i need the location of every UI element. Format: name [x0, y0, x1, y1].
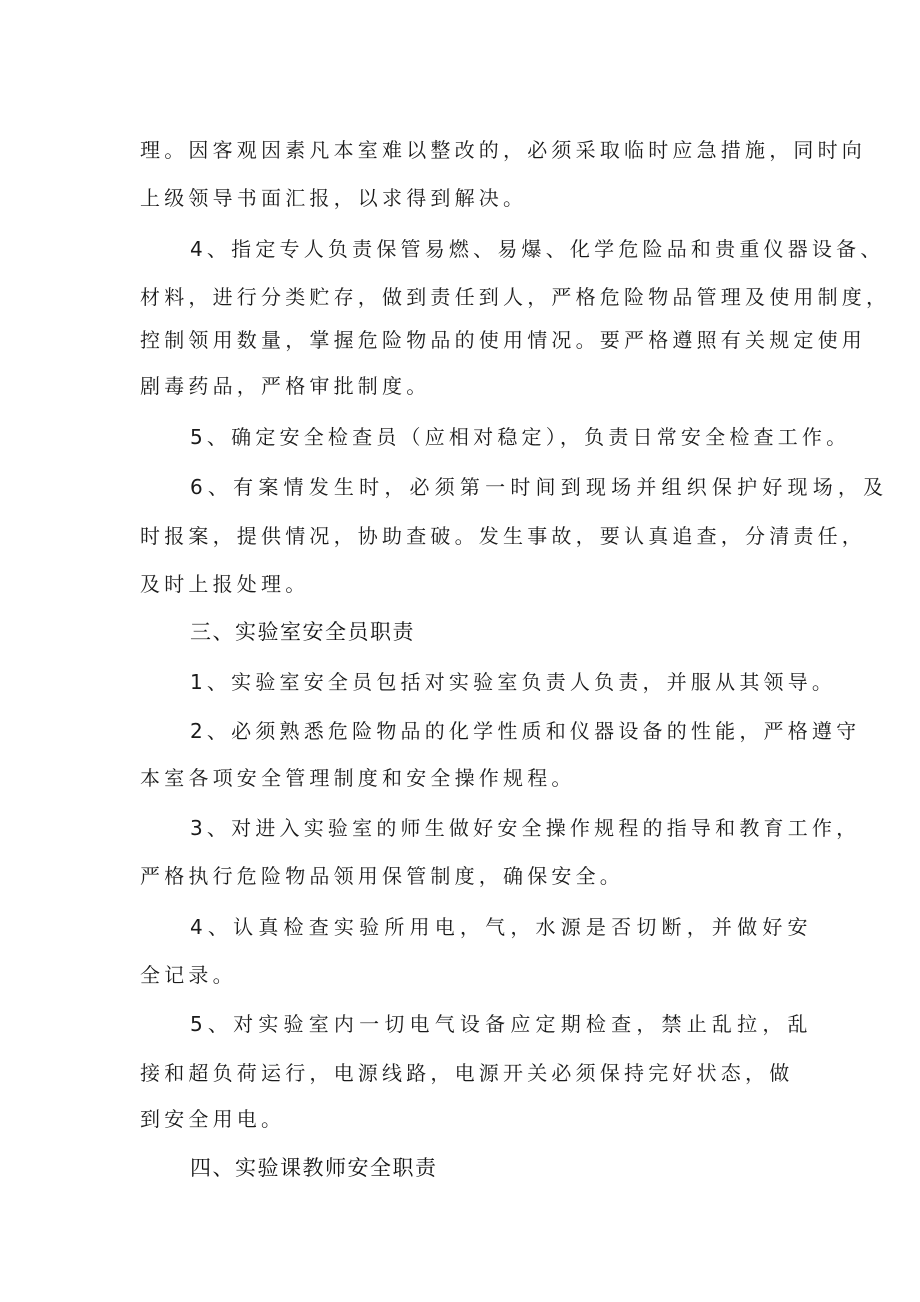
paragraph-line: 4、指定专人负责保管易燃、易爆、化学危险品和贵重仪器设备、	[190, 237, 885, 261]
section-heading: 三、实验室安全员职责	[190, 620, 415, 644]
paragraph-line: 本室各项安全管理制度和安全操作规程。	[140, 766, 576, 790]
paragraph-line: 全记录。	[140, 963, 237, 987]
section-heading: 四、实验课教师安全职责	[190, 1156, 438, 1180]
paragraph-line: 上级领导书面汇报，以求得到解决。	[140, 186, 528, 210]
paragraph-line: 时报案，提供情况，协助查破。发生事故，要认真追查，分清责任，	[140, 524, 866, 548]
paragraph-line: 及时上报处理。	[140, 572, 310, 596]
paragraph-line: 接和超负荷运行，电源线路，电源开关必须保持完好状态，做	[140, 1061, 794, 1085]
paragraph-line: 控制领用数量，掌握危险物品的使用情况。要严格遵照有关规定使用	[140, 328, 866, 352]
paragraph-line: 1、实验室安全员包括对实验室负责人负责，并服从其领导。	[190, 670, 837, 694]
paragraph-line: 剧毒药品，严格审批制度。	[140, 374, 431, 398]
paragraph-line: 6、有案情发生时，必须第一时间到现场并组织保护好现场，及	[190, 475, 889, 499]
paragraph-line: 5、确定安全检查员（应相对稳定），负责日常安全检查工作。	[190, 425, 851, 449]
paragraph-line: 3、对进入实验室的师生做好安全操作规程的指导和教育工作，	[190, 816, 861, 840]
paragraph-line: 2、必须熟悉危险物品的化学性质和仪器设备的性能，严格遵守	[190, 719, 861, 743]
paragraph-line: 到安全用电。	[140, 1107, 286, 1131]
paragraph-line: 4、认真检查实验所用电，气，水源是否切断，并做好安	[190, 915, 813, 939]
paragraph-line: 严格执行危险物品领用保管制度，确保安全。	[140, 864, 624, 888]
paragraph-line: 5、对实验室内一切电气设备应定期检查，禁止乱拉，乱	[190, 1012, 813, 1036]
paragraph-line: 材料，进行分类贮存，做到责任到人，严格危险物品管理及使用制度，	[140, 285, 891, 309]
paragraph-line: 理。因客观因素凡本室难以整改的，必须采取临时应急措施，同时向	[140, 138, 866, 162]
